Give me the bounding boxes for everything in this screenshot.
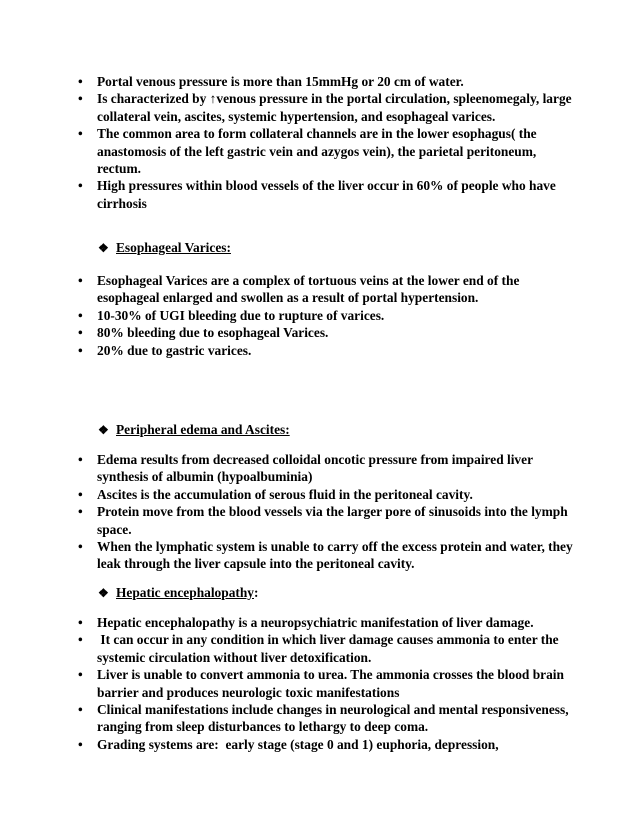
- bullet-icon: •: [78, 307, 83, 323]
- list-item-text: 80% bleeding due to esophageal Varices.: [97, 325, 329, 341]
- list-item: [0, 631, 638, 666]
- list-item-text: Hepatic encephalopathy is a neuropsychiatric manifestation of liver damage.: [97, 615, 534, 630]
- list-item-text: It can occur in any condition in which liver damage causes ammonia to enter the systemic circulation without liver detoxification.: [97, 632, 562, 665]
- diamond-bullet-icon: ❖: [98, 423, 109, 437]
- esophageal-varices-heading: [98, 239, 231, 257]
- list-item-text: Esophageal Varices are a complex of tortuous veins at the lower end of the esophageal enlarged and swollen as a result of portal hypertension.: [97, 273, 520, 306]
- heading-text: Peripheral edema and Ascites:: [116, 422, 290, 437]
- list-item: [0, 177, 638, 212]
- list-item-text: Ascites is the accumulation of serous fluid in the peritoneal cavity.: [97, 486, 473, 502]
- list-item: [0, 324, 638, 341]
- list-item-text: Portal venous pressure is more than 15mmHg or 20 cm of water.: [97, 74, 464, 89]
- list-item-text: Protein move from the blood vessels via the larger pore of sinusoids into the lymph space.: [97, 504, 568, 537]
- bullet-icon: •: [78, 539, 83, 555]
- diamond-bullet-icon: ❖: [98, 586, 109, 600]
- list-item: [0, 736, 638, 753]
- heading-text: Hepatic encephalopathy: [116, 585, 254, 600]
- list-item-text: Clinical manifestations include changes in neurological and mental responsiveness, ranging from sleep disturbances to lethargy to deep coma.: [97, 702, 569, 735]
- list-item: [0, 538, 638, 573]
- hepatic-encephalopathy-heading: [98, 584, 258, 602]
- bullet-icon: •: [78, 325, 83, 341]
- list-item: [0, 451, 638, 486]
- list-item-text: High pressures within blood vessels of the liver occur in 60% of people who have cirrhosis: [97, 178, 556, 211]
- bullet-icon: •: [78, 178, 83, 194]
- bullet-icon: •: [78, 452, 83, 467]
- bullet-icon: •: [78, 486, 83, 502]
- list-item-text: Edema results from decreased colloidal oncotic pressure from impaired liver synthesis of albumin (hypoalbuminia): [97, 452, 533, 485]
- list-item: [0, 614, 638, 631]
- edema-bullet-list: [0, 451, 638, 573]
- bullet-icon: •: [78, 273, 83, 288]
- bullet-icon: •: [78, 504, 83, 520]
- bullet-icon: •: [78, 91, 83, 107]
- list-item: [0, 125, 638, 177]
- encephalopathy-bullet-list: [0, 614, 638, 753]
- list-item-text: When the lymphatic system is unable to carry off the excess protein and water, they leak through the liver capsule into the peritoneal cavity.: [97, 539, 573, 572]
- list-item-text: 20% due to gastric varices.: [97, 342, 252, 358]
- list-item: [0, 73, 638, 90]
- list-item: [0, 307, 638, 324]
- list-item-text: Grading systems are: early stage (stage 0 and 1) euphoria, depression,: [97, 736, 499, 752]
- list-item-text: The common area to form collateral channels are in the lower esophagus( the anastomosis of the left gastric vein and azygos vein), the parietal peritoneum, rectum.: [97, 126, 537, 177]
- list-item: [0, 503, 638, 538]
- intro-bullet-list: [0, 73, 638, 212]
- list-item: [0, 272, 638, 307]
- bullet-icon: •: [78, 74, 83, 89]
- heading-colon: :: [254, 585, 259, 600]
- heading-text: Esophageal Varices:: [116, 240, 231, 255]
- list-item-text: Liver is unable to convert ammonia to urea. The ammonia crosses the blood brain barrier and produces neurologic toxic manifestations: [97, 667, 564, 700]
- bullet-icon: •: [78, 702, 83, 718]
- list-item-text: Is characterized by ↑venous pressure in the portal circulation, spleenomegaly, large collateral vein, ascites, systemic hypertension, and esophageal varices.: [97, 91, 572, 124]
- list-item-text: 10-30% of UGI bleeding due to rupture of varices.: [97, 307, 385, 323]
- bullet-icon: •: [78, 342, 83, 358]
- list-item: [0, 90, 638, 125]
- list-item: [0, 701, 638, 736]
- bullet-icon: •: [78, 667, 83, 683]
- varices-bullet-list: [0, 272, 638, 359]
- bullet-icon: •: [78, 615, 83, 630]
- list-item: [0, 666, 638, 701]
- diamond-bullet-icon: ❖: [98, 241, 109, 255]
- bullet-icon: •: [78, 126, 83, 142]
- bullet-icon: •: [78, 632, 83, 648]
- list-item: [0, 342, 638, 359]
- list-item: [0, 486, 638, 503]
- bullet-icon: •: [78, 736, 83, 752]
- peripheral-edema-heading: [98, 421, 290, 439]
